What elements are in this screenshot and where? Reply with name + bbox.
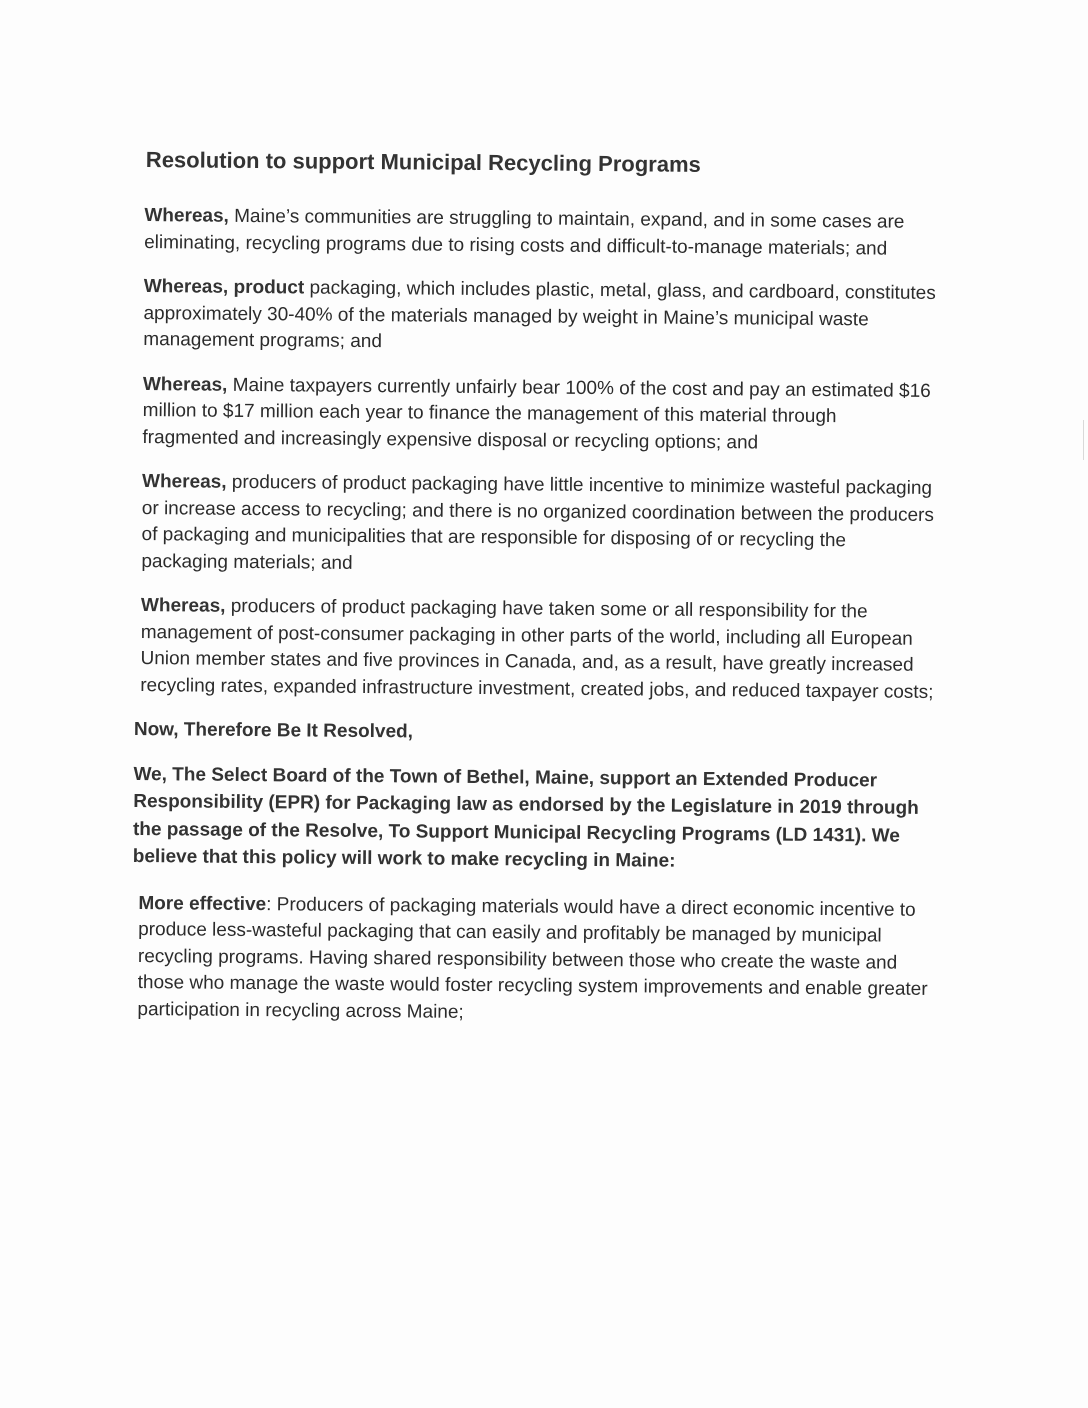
scan-edge-mark xyxy=(1083,420,1084,460)
whereas-clause-4 xyxy=(135,469,936,582)
whereas-clause-2 xyxy=(137,274,938,360)
whereas-clause-3 xyxy=(136,371,937,457)
clause-lead: Whereas, xyxy=(144,205,229,227)
clause-text: producers of product packaging have taken some or all responsibility for the management of post-consumer packaging in other parts of the world, including all European Union member states and five provinces in Canada, and, as a result, have greatly increased recycling rates, expanded infrastructure investment, created jobs, and reduced taxpayer costs; xyxy=(140,595,934,703)
clause-lead: Whereas, product xyxy=(143,276,305,299)
document-title: Resolution to support Municipal Recycling Programs xyxy=(145,147,701,177)
whereas-clause-5 xyxy=(134,593,935,706)
clause-text: Maine’s communities are struggling to maintain, expand, and in some cases are eliminating, recycling programs due to rising costs and difficult-to-manage materials; and xyxy=(144,205,905,260)
resolution-document xyxy=(131,145,939,1048)
benefit-text: : Producers of packaging materials would have a direct economic incentive to produce less-wasteful packaging that can easily and profitably be managed by municipal recycling programs. Having shared responsibility between those who create the waste and those who manage the waste would foster recycling system improvements and enable greater participation in recycling across Maine; xyxy=(137,893,928,1023)
clause-lead: Whereas, xyxy=(140,595,226,617)
benefit-lead: More effective xyxy=(138,892,267,915)
clause-text: packaging, which includes plastic, metal, glass, and cardboard, constitutes approximately 30-40% of the materials managed by weight in Maine’s municipal waste management programs; and xyxy=(143,277,936,353)
whereas-clause-1 xyxy=(138,203,938,263)
resolved-heading: Now, Therefore Be It Resolved, xyxy=(133,718,414,743)
clause-lead: Whereas, xyxy=(142,373,228,396)
benefit-clause xyxy=(131,890,932,1029)
resolution-statement: We, The Select Board of the Town of Bethel, Maine, support an Extended Producer Responsibility (EPR) for Packaging law as endorsed by the Legislature in 2019 through the passage of the Resolve, To Support Municipal Recycling Programs (LD 1431). We believe that this policy will work to make recycling in Maine: xyxy=(132,763,919,872)
clause-text: Maine taxpayers currently unfairly bear 100% of the cost and pay an estimated $16 million to $17 million each year to finance the management of this material through fragmented and increasingly expensive disposal or recycling options; and xyxy=(142,374,931,453)
clause-text: producers of product packaging have little incentive to minimize wasteful packaging or increase access to recycling; and there is no organized coordination between the producers of packaging and municipalities that are responsible for disposing of or recycling the packaging materials; and xyxy=(141,471,935,574)
clause-lead: Whereas, xyxy=(141,471,227,493)
